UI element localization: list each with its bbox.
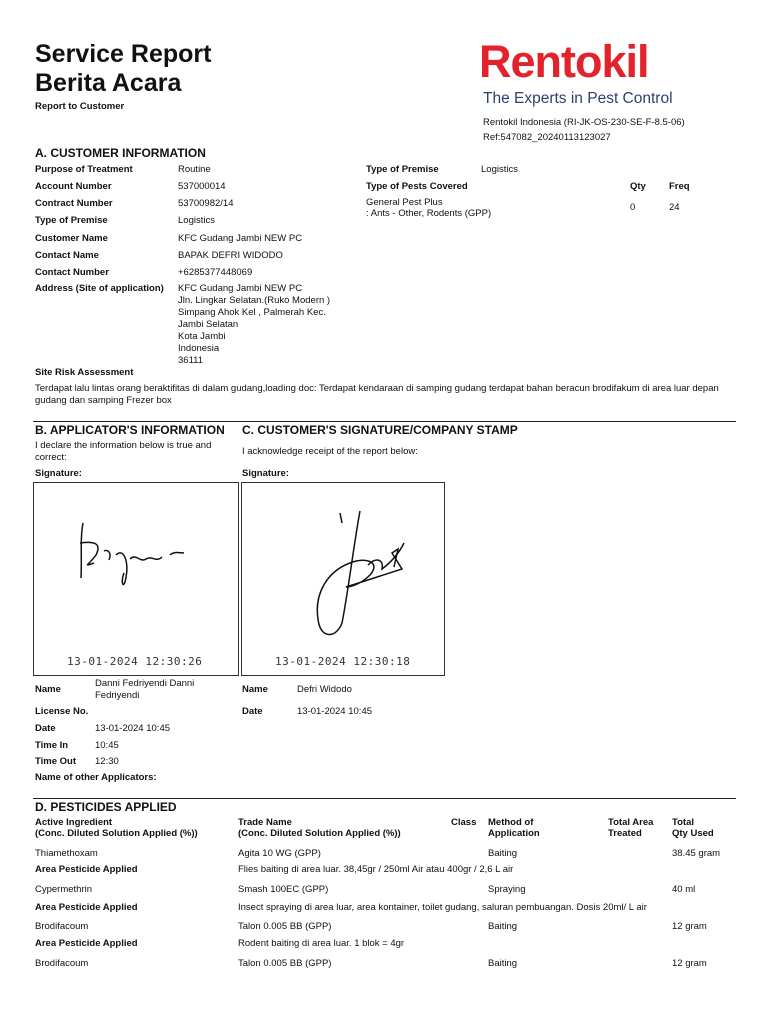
- field-label: Type of Premise: [35, 215, 108, 226]
- col-total-qty-sub: Qty Used: [672, 828, 714, 839]
- section-c-heading: C. CUSTOMER'S SIGNATURE/COMPANY STAMP: [242, 423, 518, 437]
- section-a-heading: A. CUSTOMER INFORMATION: [35, 146, 206, 160]
- row-qty: 12 gram: [672, 958, 707, 969]
- row-active-ingredient: Thiamethoxam: [35, 848, 98, 859]
- address-line: KFC Gudang Jambi NEW PC: [178, 283, 303, 294]
- row-trade-name: Smash 100EC (GPP): [238, 884, 329, 895]
- address-block: [178, 283, 368, 367]
- customer-signature-timestamp: 13-01-2024 12:30:18: [275, 655, 411, 668]
- col-trade-name-sub: (Conc. Diluted Solution Applied (%)): [238, 828, 401, 839]
- address-line: Jambi Selatan: [178, 319, 239, 330]
- applicator-name-value: Danni Fedriyendi Danni Fedriyendi: [95, 678, 195, 701]
- pests-plan: General Pest Plus: [366, 197, 443, 208]
- row-qty: 38.45 gram: [672, 848, 721, 859]
- customer-date-value: 13-01-2024 10:45: [297, 706, 373, 717]
- customer-acknowledgement: I acknowledge receipt of the report below:: [242, 446, 418, 457]
- divider: [33, 421, 736, 422]
- freq-header: Freq: [669, 181, 690, 192]
- company-reference: Rentokil Indonesia (RI-JK-OS-230-SE-F-8.5-06): [483, 117, 685, 128]
- field-value: Routine: [178, 164, 211, 175]
- applicator-signature-label: Signature:: [35, 468, 82, 479]
- address-line: 36111: [178, 355, 204, 366]
- pests-types: : Ants - Other, Rodents (GPP): [366, 208, 492, 219]
- section-b-heading: B. APPLICATOR'S INFORMATION: [35, 423, 225, 437]
- area-applied-text: Insect spraying di area luar, area kontainer, toilet gudang, saluran pembuangan. Dosis 20ml/ L air: [238, 902, 647, 913]
- area-applied-label: Area Pesticide Applied: [35, 938, 138, 949]
- customer-name-label: Name: [242, 684, 268, 695]
- customer-name-value: Defri Widodo: [297, 684, 352, 695]
- row-method: Baiting: [488, 848, 518, 859]
- field-label: Customer Name: [35, 233, 108, 244]
- col-trade-name: Trade Name: [238, 817, 292, 828]
- field-label: Contact Number: [35, 267, 109, 278]
- field-value: BAPAK DEFRI WIDODO: [178, 250, 283, 261]
- applicator-date-value: 13-01-2024 10:45: [95, 723, 171, 734]
- area-applied-label: Area Pesticide Applied: [35, 902, 138, 913]
- field-value: 53700982/14: [178, 198, 234, 209]
- customer-signature-label: Signature:: [242, 468, 289, 479]
- section-d-heading: D. PESTICIDES APPLIED: [35, 800, 177, 814]
- address-line: Simpang Ahok Kel , Palmerah Kec.: [178, 307, 326, 318]
- applicator-signature-timestamp: 13-01-2024 12:30:26: [67, 655, 203, 668]
- pests-freq: 24: [669, 202, 680, 213]
- other-applicators-label: Name of other Applicators:: [35, 772, 157, 783]
- field-value: 537000014: [178, 181, 226, 192]
- row-trade-name: Talon 0.005 BB (GPP): [238, 921, 332, 932]
- row-active-ingredient: Brodifacoum: [35, 921, 89, 932]
- area-applied-label: Area Pesticide Applied: [35, 864, 138, 875]
- license-label: License No.: [35, 706, 89, 717]
- area-applied-text: Flies baiting di area luar. 38,45gr / 250ml Air atau 400gr / 2,6 L air: [238, 864, 514, 875]
- col-active-ingredient-sub: (Conc. Diluted Solution Applied (%)): [35, 828, 198, 839]
- applicator-signature-image: [34, 483, 238, 675]
- row-active-ingredient: Brodifacoum: [35, 958, 89, 969]
- report-title-local: Berita Acara: [35, 69, 182, 97]
- time-in-value: 10:45: [95, 740, 119, 751]
- field-label: Contact Name: [35, 250, 99, 261]
- applicator-signature-box: [33, 482, 239, 676]
- field-value: KFC Gudang Jambi NEW PC: [178, 233, 303, 244]
- field-label: Purpose of Treatment: [35, 164, 133, 175]
- col-method: Method of: [488, 817, 534, 828]
- row-method: Spraying: [488, 884, 526, 895]
- customer-signature-image: [242, 483, 444, 675]
- applicator-declaration: I declare the information below is true and correct:: [35, 440, 212, 463]
- area-applied-text: Rodent baiting di area luar. 1 blok = 4gr: [238, 938, 405, 949]
- row-method: Baiting: [488, 958, 518, 969]
- col-total-area: Total Area: [608, 817, 654, 828]
- row-qty: 12 gram: [672, 921, 707, 932]
- field-label: Contract Number: [35, 198, 113, 209]
- col-class: Class: [451, 817, 477, 828]
- row-trade-name: Talon 0.005 BB (GPP): [238, 958, 332, 969]
- field-value: Logistics: [178, 215, 215, 226]
- row-qty: 40 ml: [672, 884, 696, 895]
- applicator-name-label: Name: [35, 684, 61, 695]
- customer-date-label: Date: [242, 706, 263, 717]
- pests-qty: 0: [630, 202, 636, 213]
- time-out-label: Time Out: [35, 756, 76, 767]
- address-line: Indonesia: [178, 343, 220, 354]
- address-label: Address (Site of application): [35, 283, 164, 294]
- rentokil-logo: Rentokil: [479, 36, 649, 87]
- qty-header: Qty: [630, 181, 646, 192]
- row-trade-name: Agita 10 WG (GPP): [238, 848, 321, 859]
- report-title: Service Report: [35, 40, 212, 68]
- risk-text: Terdapat lalu lintas orang beraktifitas di dalam gudang,loading doc: Terdapat kendaraan di samping gudang terdapat bahan beracun brodifakum di area luar depan gudang dan samping Frezer box: [35, 383, 719, 406]
- field-label: Account Number: [35, 181, 112, 192]
- col-total-qty: Total: [672, 817, 694, 828]
- col-total-area-sub: Treated: [608, 828, 642, 839]
- col-method-sub: Application: [488, 828, 540, 839]
- applicator-date-label: Date: [35, 723, 56, 734]
- premise-label: Type of Premise: [366, 164, 439, 175]
- address-line: Kota Jambi: [178, 331, 226, 342]
- time-out-value: 12:30: [95, 756, 119, 767]
- risk-label: Site Risk Assessment: [35, 367, 134, 378]
- pests-label: Type of Pests Covered: [366, 181, 468, 192]
- premise-value: Logistics: [481, 164, 518, 175]
- report-subtitle: Report to Customer: [35, 101, 125, 112]
- time-in-label: Time In: [35, 740, 69, 751]
- divider: [33, 798, 736, 799]
- row-method: Baiting: [488, 921, 518, 932]
- logo-tagline: The Experts in Pest Control: [483, 90, 673, 107]
- report-reference: Ref:547082_20240113123027: [483, 132, 611, 143]
- address-line: Jln. Lingkar Selatan.(Ruko Modern ): [178, 295, 331, 306]
- row-active-ingredient: Cypermethrin: [35, 884, 93, 895]
- customer-signature-box: [241, 482, 445, 676]
- col-active-ingredient: Active Ingredient: [35, 817, 113, 828]
- field-value: +6285377448069: [178, 267, 253, 278]
